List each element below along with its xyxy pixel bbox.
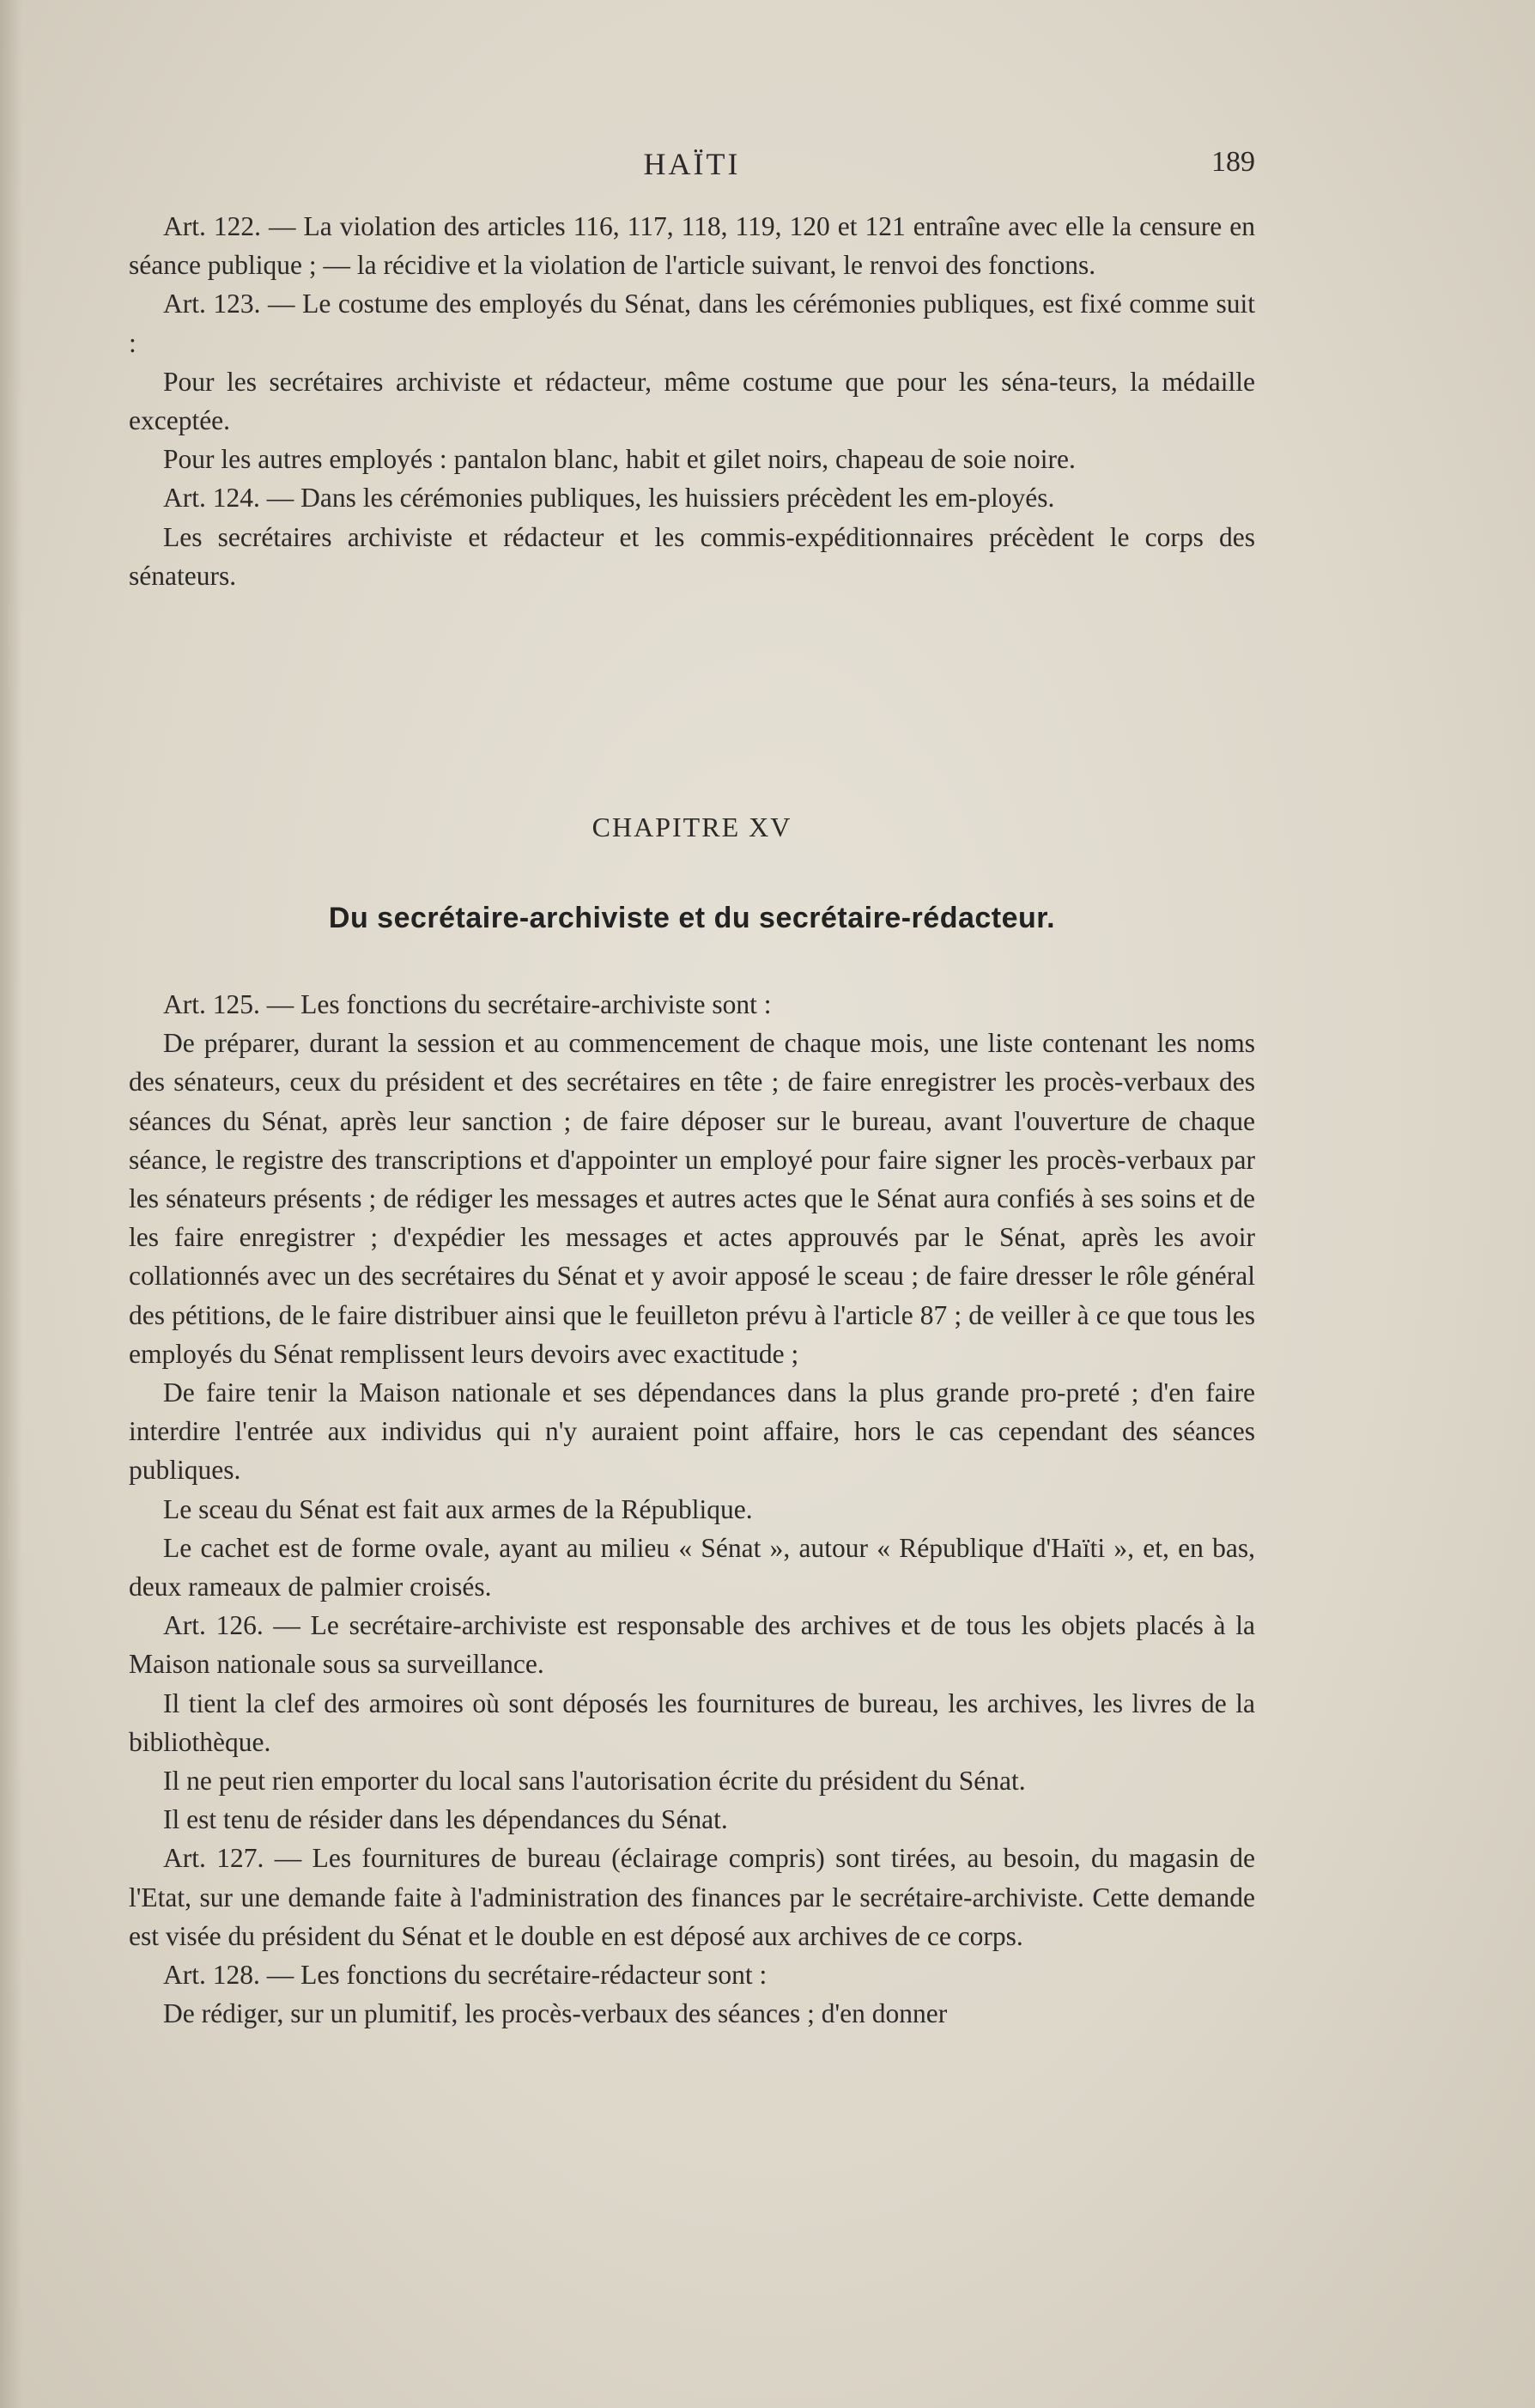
paragraph-art-127: Art. 127. — Les fournitures de bureau (éclairage compris) sont tirées, au besoin, du magasin de l'Etat, sur une demande faite à l'administration des finances par le secrétaire-archiviste. Cette demande est visée du président du Sénat et le double en est déposé aux archives de ce corps. — [129, 1843, 1255, 1951]
page-edge-shadow — [0, 0, 22, 2408]
paragraph-sceau: Le sceau du Sénat est fait aux armes de la République. — [163, 1493, 753, 1524]
articles-122-124 — [129, 207, 1255, 595]
paragraph-art-128: Art. 128. — Les fonctions du secrétaire-rédacteur sont : — [163, 1960, 768, 1991]
paragraph-costume-employes: Pour les autres employés : pantalon blanc, habit et gilet noirs, chapeau de soie noire. — [163, 444, 1076, 475]
paragraph-ordre-secretaires: Les secrétaires archiviste et rédacteur et les commis-expéditionnaires précèdent le corps des sénateurs. — [129, 521, 1255, 591]
paragraph-emporter: Il ne peut rien emporter du local sans l'autorisation écrite du président du Sénat. — [163, 1766, 1026, 1797]
paragraph-cachet: Le cachet est de forme ovale, ayant au milieu « Sénat », autour « République d'Haïti », et, en bas, deux rameaux de palmier croisés. — [129, 1532, 1255, 1602]
paragraph-proprete: De faire tenir la Maison nationale et ses dépendances dans la plus grande pro-preté ; d'en faire interdire l'entrée aux individus qui n'y auraient point affaire, hors le cas cependant des séances publiques. — [129, 1377, 1255, 1486]
paragraph-art-126: Art. 126. — Le secrétaire-archiviste est responsable des archives et de tous les objets placés à la Maison nationale sous sa surveillance. — [129, 1610, 1255, 1680]
paragraph-fonctions-archiviste: De préparer, durant la session et au commencement de chaque mois, une liste contenant les noms des sénateurs, ceux du président et des secrétaires en tête ; de faire enregistrer les procès-verbaux des séances du Sénat, après leur sanction ; de faire déposer sur le bureau, avant l'ouverture de chaque séance, le registre des transcriptions et d'appointer un employé pour faire signer les procès-verbaux par les sénateurs présents ; de rédiger les messages et autres actes que le Sénat aura confiés à ses soins et de les faire enregistrer ; d'expédier les messages et actes approuvés par le Sénat, après les avoir collationnés avec un des secrétaires du Sénat et y avoir apposé le sceau ; de faire dresser le rôle général des pétitions, de le faire distribuer ainsi que le feuilleton prévu à l'article 87 ; de veiller à ce que tous les employés du Sénat remplissent leurs devoirs avec exactitude ; — [129, 1028, 1255, 1369]
paragraph-art-125: Art. 125. — Les fonctions du secrétaire-archiviste sont : — [163, 989, 772, 1019]
paragraph-art-123: Art. 123. — Le costume des employés du Sénat, dans les cérémonies publiques, est fixé comme suit : — [129, 289, 1255, 358]
page-header — [129, 146, 1255, 189]
running-title: HAÏTI — [643, 147, 741, 181]
page-number: 189 — [1211, 146, 1255, 178]
chapter-heading: CHAPITRE XV — [592, 812, 792, 842]
chapter-title: Du secrétaire-archiviste et du secrétaire-rédacteur. — [328, 902, 1056, 934]
paragraph-residence: Il est tenu de résider dans les dépendances du Sénat. — [163, 1804, 728, 1835]
paragraph-art-124: Art. 124. — Dans les cérémonies publiques, les huissiers précèdent les em-ployés. — [163, 483, 1055, 514]
paragraph-rediger-plumitif: De rédiger, sur un plumitif, les procès-verbaux des séances ; d'en donner — [163, 1998, 948, 2029]
paragraph-clef-armoires: Il tient la clef des armoires où sont déposés les fournitures de bureau, les archives, les livres de la bibliothèque. — [129, 1687, 1255, 1757]
paragraph-art-122: Art. 122. — La violation des articles 116, 117, 118, 119, 120 et 121 entraîne avec elle la censure en séance publique ; — la récidive et la violation de l'article suivant, le renvoi des fonctions. — [129, 211, 1255, 281]
articles-125-128 — [129, 985, 1255, 2033]
paragraph-costume-secretaires: Pour les secrétaires archiviste et rédacteur, même costume que pour les séna-teurs, la médaille exceptée. — [129, 366, 1255, 436]
